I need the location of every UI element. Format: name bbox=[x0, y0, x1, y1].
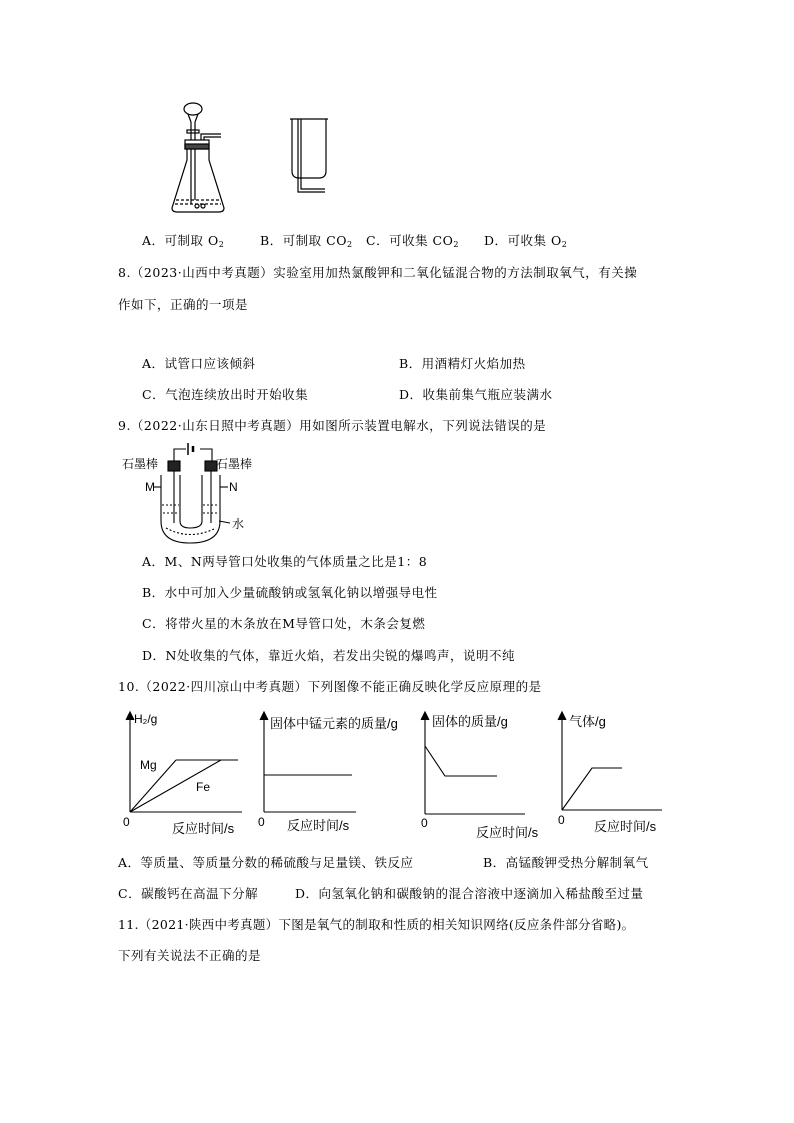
graph-d-ylabel: 气体/g bbox=[569, 714, 606, 729]
q8-stem-line2: 作如下，正确的一项是 bbox=[118, 297, 249, 312]
graph-b-xlabel: 反应时间/s bbox=[287, 818, 350, 833]
gas-curve bbox=[562, 768, 622, 810]
graph-a-fe-label: Fe bbox=[196, 780, 211, 794]
q9-option-c: C．将带火星的木条放在M导管口处，木条会复燃 bbox=[142, 616, 426, 631]
right-electrode-label: 石墨棒 bbox=[216, 457, 253, 471]
q10-option-b: B．高锰酸钾受热分解制氧气 bbox=[483, 855, 649, 870]
graph-a-ylabel: H₂/g bbox=[134, 712, 158, 726]
outlet-n-label: N bbox=[229, 480, 238, 494]
graph-b-origin: 0 bbox=[258, 815, 265, 829]
graph-a-xlabel: 反应时间/s bbox=[172, 821, 235, 836]
graph-b-ylabel: 固体中锰元素的质量/g bbox=[270, 716, 398, 731]
q8-option-a: A．试管口应该倾斜 bbox=[142, 356, 256, 371]
q7-option-a: A．可制取 $O_2$ bbox=[142, 233, 225, 249]
outlet-m-label: M bbox=[145, 480, 155, 494]
q7-option-c: C．可收集 $CO_2$ bbox=[366, 233, 459, 249]
q9-option-b: B．水中可加入少量硫酸钠或氢氧化钠以增强导电性 bbox=[142, 585, 438, 600]
q10-option-c: C．碳酸钙在高温下分解 bbox=[118, 886, 259, 901]
erlenmeyer-flask-apparatus bbox=[168, 100, 238, 218]
q8-option-c: C．气泡连续放出时开始收集 bbox=[142, 387, 309, 402]
q9-stem: 9.（2022·山东日照中考真题）用如图所示装置电解水，下列说法错误的是 bbox=[118, 418, 547, 433]
graph-a-origin: 0 bbox=[123, 815, 130, 829]
graph-c-xlabel: 反应时间/s bbox=[476, 825, 539, 840]
q11-stem-line2: 下列有关说法不正确的是 bbox=[118, 948, 262, 963]
graph-d-xlabel: 反应时间/s bbox=[594, 819, 657, 834]
q8-stem-line1: 8.（2023·山西中考真题）实验室用加热氯酸钾和二氧化锰混合物的方法制取氧气，有关操 bbox=[118, 265, 638, 280]
q7-option-b: B．可制取 $CO_2$ bbox=[260, 233, 353, 249]
q10-option-a: A．等质量、等质量分数的稀硫酸与足量镁、铁反应 bbox=[118, 855, 414, 870]
q8-option-b: B．用酒精灯火焰加热 bbox=[399, 356, 526, 371]
graph-c-ylabel: 固体的质量/g bbox=[432, 714, 508, 729]
graph-c-origin: 0 bbox=[421, 816, 428, 830]
q10-stem: 10.（2022·四川凉山中考真题）下列图像不能正确反映化学反应原理的是 bbox=[118, 679, 542, 694]
water-label: 水 bbox=[232, 517, 245, 531]
q11-stem-line1: 11.（2021·陕西中考真题）下图是氧气的制取和性质的相关知识网络(反应条件部分省略)。 bbox=[118, 917, 635, 932]
graph-a-mg-label: Mg bbox=[140, 758, 157, 772]
q7-option-d: D．可收集 $O_2$ bbox=[484, 233, 568, 249]
q10-option-d: D．向氢氧化钠和碳酸钠的混合溶液中逐滴加入稀盐酸至过量 bbox=[295, 886, 644, 901]
left-electrode-label: 石墨棒 bbox=[122, 457, 159, 471]
q9-option-a: A．M、N两导管口处收集的气体质量之比是1：8 bbox=[142, 554, 428, 569]
inverted-gas-bottle-apparatus bbox=[285, 116, 337, 206]
q9-option-d: D．N处收集的气体，靠近火焰，若发出尖锐的爆鸣声，说明不纯 bbox=[142, 648, 515, 663]
graph-d-origin: 0 bbox=[558, 813, 565, 827]
q8-option-d: D．收集前集气瓶应装满水 bbox=[399, 387, 553, 402]
solid-mass-curve bbox=[425, 746, 497, 776]
